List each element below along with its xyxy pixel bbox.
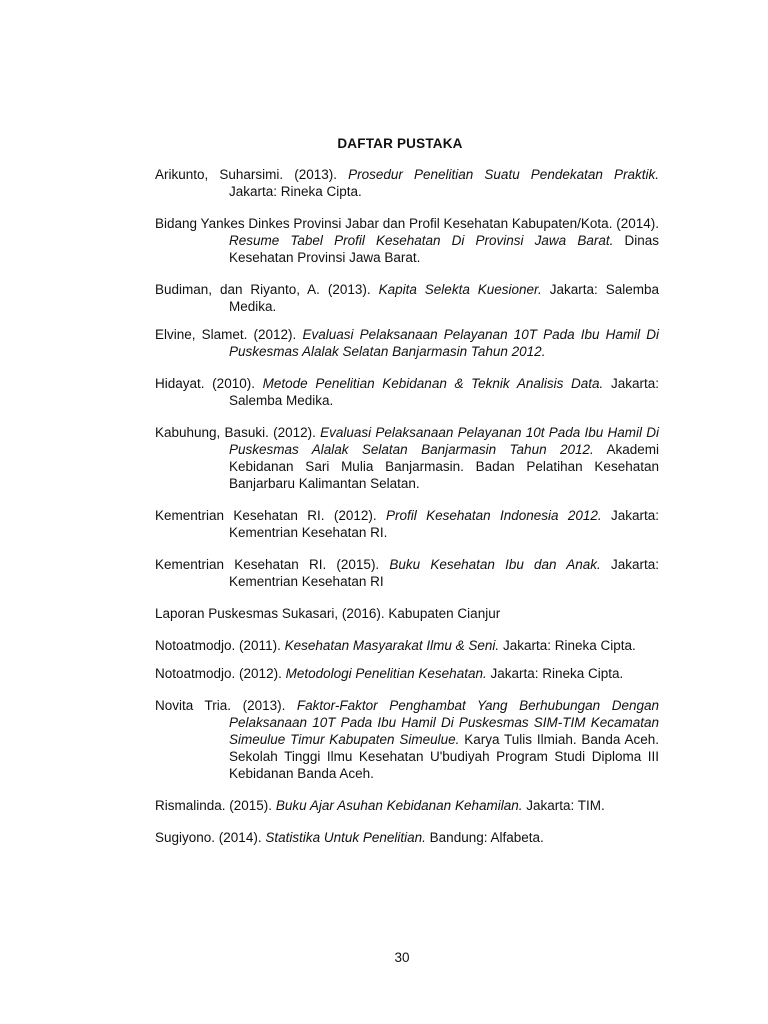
reference-text: Bidang Yankes Dinkes Provinsi Jabar dan Profil Kesehatan Kabupaten/Kota. (2014). xyxy=(155,216,659,231)
reference-title: Evaluasi Pelaksanaan Pelayanan 10T Pada Ibu Hamil Di Puskesmas Alalak Selatan Banjarmasin Tahun 2012. xyxy=(229,327,659,359)
reference-title: Buku Kesehatan Ibu dan Anak. xyxy=(389,557,601,572)
reference-entry xyxy=(155,637,659,654)
reference-text: Budiman, dan Riyanto, A. (2013). xyxy=(155,282,379,297)
reference-title: Statistika Untuk Penelitian. xyxy=(265,830,426,845)
reference-entry xyxy=(155,424,659,492)
reference-title: Faktor-Faktor Penghambat Yang Berhubungan Dengan Pelaksanaan 10T Pada Ibu Hamil Di Puskesmas SIM-TIM Kecamatan Simeulue Timur Kabupaten Simeulue. xyxy=(229,698,659,747)
page-title: DAFTAR PUSTAKA xyxy=(337,136,463,151)
reference-title: Buku Ajar Asuhan Kebidanan Kehamilan. xyxy=(275,798,523,813)
reference-title: Resume Tabel Profil Kesehatan Di Provinsi Jawa Barat. xyxy=(229,233,614,248)
reference-title: Kapita Selekta Kuesioner. xyxy=(378,282,542,297)
reference-text: Jakarta: Kementrian Kesehatan RI xyxy=(229,557,659,589)
reference-text: Bandung: Alfabeta. xyxy=(425,830,544,845)
reference-entry xyxy=(155,215,659,266)
reference-text: Jakarta: Rineka Cipta. xyxy=(499,638,636,653)
reference-entry xyxy=(155,326,659,360)
reference-entry xyxy=(155,605,659,622)
reference-entry xyxy=(155,507,659,541)
reference-title: Profil Kesehatan Indonesia 2012. xyxy=(385,508,602,523)
reference-entry xyxy=(155,697,659,782)
reference-text: Karya Tulis Ilmiah. Banda Aceh. Sekolah Tinggi Ilmu Kesehatan U'budiyah Program Studi Diploma III Kebidanan Banda Aceh. xyxy=(229,732,659,781)
reference-entry xyxy=(155,829,659,846)
reference-text: Hidayat. (2010). xyxy=(155,376,263,391)
reference-title: Prosedur Penelitian Suatu Pendekatan Praktik. xyxy=(348,167,659,182)
reference-text: Rismalinda. (2015). xyxy=(155,798,276,813)
reference-text: Jakarta: TIM. xyxy=(522,798,605,813)
reference-entry xyxy=(155,281,659,315)
reference-text: Dinas Kesehatan Provinsi Jawa Barat. xyxy=(229,233,659,265)
reference-text: Notoatmodjo. (2011). xyxy=(155,638,285,653)
reference-text: Jakarta: Kementrian Kesehatan RI. xyxy=(229,508,659,540)
reference-title: Kesehatan Masyarakat Ilmu & Seni. xyxy=(284,638,500,653)
reference-entry xyxy=(155,556,659,590)
reference-text: Sugiyono. (2014). xyxy=(155,830,266,845)
reference-text: Laporan Puskesmas Sukasari, (2016). Kabupaten Cianjur xyxy=(155,606,501,621)
reference-text: Jakarta: Rineka Cipta. xyxy=(229,184,362,199)
reference-text: Kementrian Kesehatan RI. (2012). xyxy=(155,508,386,523)
reference-text: Jakarta: Salemba Medika. xyxy=(229,282,659,314)
reference-text: Arikunto, Suharsimi. (2013). xyxy=(155,167,349,182)
reference-title: Metode Penelitian Kebidanan & Teknik Analisis Data. xyxy=(262,376,604,391)
reference-entry xyxy=(155,166,659,200)
reference-text: Akademi Kebidanan Sari Mulia Banjarmasin. Badan Pelatihan Kesehatan Banjarbaru Kalimantan Selatan. xyxy=(229,442,659,491)
reference-entry xyxy=(155,797,659,814)
reference-text: Kabuhung, Basuki. (2012). xyxy=(155,425,321,440)
reference-list xyxy=(155,166,659,846)
reference-entry xyxy=(155,665,659,682)
reference-title: Metodologi Penelitian Kesehatan. xyxy=(285,666,487,681)
reference-title: Evaluasi Pelaksanaan Pelayanan 10t Pada Ibu Hamil Di Puskesmas Alalak Selatan Banjarmasin Tahun 2012. xyxy=(229,425,659,457)
reference-text: Jakarta: Rineka Cipta. xyxy=(486,666,624,681)
reference-text: Notoatmodjo. (2012). xyxy=(155,666,286,681)
reference-text: Kementrian Kesehatan RI. (2015). xyxy=(155,557,390,572)
reference-text: Elvine, Slamet. (2012). xyxy=(155,327,303,342)
reference-text: Jakarta: Salemba Medika. xyxy=(229,376,659,408)
reference-text: Novita Tria. (2013). xyxy=(155,698,297,713)
reference-entry xyxy=(155,375,659,409)
page-number: 30 xyxy=(394,950,410,965)
